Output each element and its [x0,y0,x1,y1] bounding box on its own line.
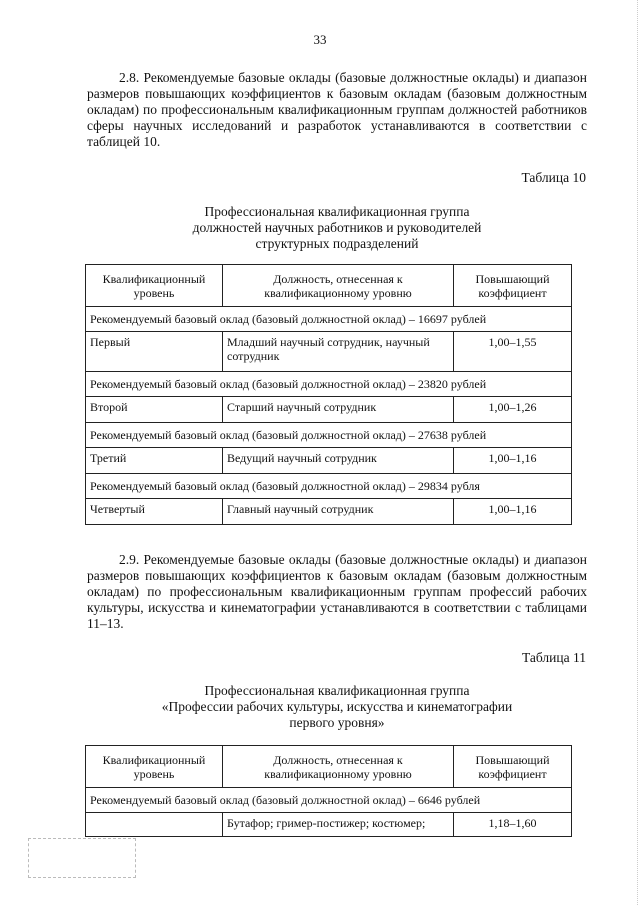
header-level: Квалификационный уровень [86,265,223,307]
coefficient-cell: 1,00–1,55 [454,332,572,372]
salary-cell: Рекомендуемый базовый оклад (базовый должностной оклад) – 29834 рубля [86,474,572,499]
table-10-title-line: должностей научных работников и руководителей [192,220,482,235]
table-row [86,448,572,474]
salary-row [86,423,572,448]
table-10-title [87,204,587,252]
page-number: 33 [313,32,327,47]
salary-row [86,372,572,397]
faded-stamp [28,838,136,878]
table-10 [85,264,572,525]
table-10-title-line: Профессиональная квалификационная группа [204,204,470,219]
salary-row [86,474,572,499]
table-11-caption: Таблица 11 [522,650,586,665]
table-11-title-line: Профессиональная квалификационная группа [204,683,470,698]
table-row [86,332,572,372]
position-cell: Младший научный сотрудник, научный сотрудник [223,332,454,372]
salary-cell: Рекомендуемый базовый оклад (базовый должностной оклад) – 6646 рублей [86,788,572,813]
level-cell [86,813,223,837]
table-row [86,499,572,525]
coefficient-cell: 1,00–1,26 [454,397,572,423]
coefficient-cell: 1,00–1,16 [454,448,572,474]
table-11 [85,745,572,837]
table-header-row [86,746,572,788]
position-cell: Главный научный сотрудник [223,499,454,525]
scan-edge-marks [633,0,638,905]
position-cell: Старший научный сотрудник [223,397,454,423]
level-cell: Первый [86,332,223,372]
coefficient-cell: 1,00–1,16 [454,499,572,525]
level-cell: Третий [86,448,223,474]
table-11-title [87,683,587,731]
coefficient-cell: 1,18–1,60 [454,813,572,837]
table-header-row [86,265,572,307]
header-level: Квалификационный уровень [86,746,223,788]
level-cell: Четвертый [86,499,223,525]
header-coefficient: Повышающий коэффициент [454,265,572,307]
header-position: Должность, отнесенная к квалификационному уровню [223,746,454,788]
table-11-title-line: первого уровня» [289,715,385,730]
table-row [86,813,572,837]
paragraph-2-8: 2.8. Рекомендуемые базовые оклады (базовые должностные оклады) и диапазон размеров повышающих коэффициентов к базовым окладам (базовым должностным окладам) по профессиональным квалификационным группам должностей работников сферы научных исследований и разработок устанавливаются в соответствии с таблицей 10. [87,70,587,149]
paragraph-2-9: 2.9. Рекомендуемые базовые оклады (базовые должностные оклады) и диапазон размеров повышающих коэффициентов к базовым окладам (базовым должностным окладам) по профессиональным квалификационным группам профессий рабочих культуры, искусства и кинематографии устанавливаются в соответствии с таблицами 11–13. [87,552,587,631]
header-position: Должность, отнесенная к квалификационному уровню [223,265,454,307]
position-cell: Ведущий научный сотрудник [223,448,454,474]
salary-cell: Рекомендуемый базовый оклад (базовый должностной оклад) – 27638 рублей [86,423,572,448]
level-cell: Второй [86,397,223,423]
salary-cell: Рекомендуемый базовый оклад (базовый должностной оклад) – 23820 рублей [86,372,572,397]
table-row [86,397,572,423]
position-cell: Бутафор; гример-постижер; костюмер; [223,813,454,837]
salary-row [86,307,572,332]
header-coefficient: Повышающий коэффициент [454,746,572,788]
salary-cell: Рекомендуемый базовый оклад (базовый должностной оклад) – 16697 рублей [86,307,572,332]
table-10-caption: Таблица 10 [521,170,586,185]
table-11-title-line: «Профессии рабочих культуры, искусства и кинематографии [161,699,513,714]
table-10-title-line: структурных подразделений [255,236,419,251]
salary-row [86,788,572,813]
